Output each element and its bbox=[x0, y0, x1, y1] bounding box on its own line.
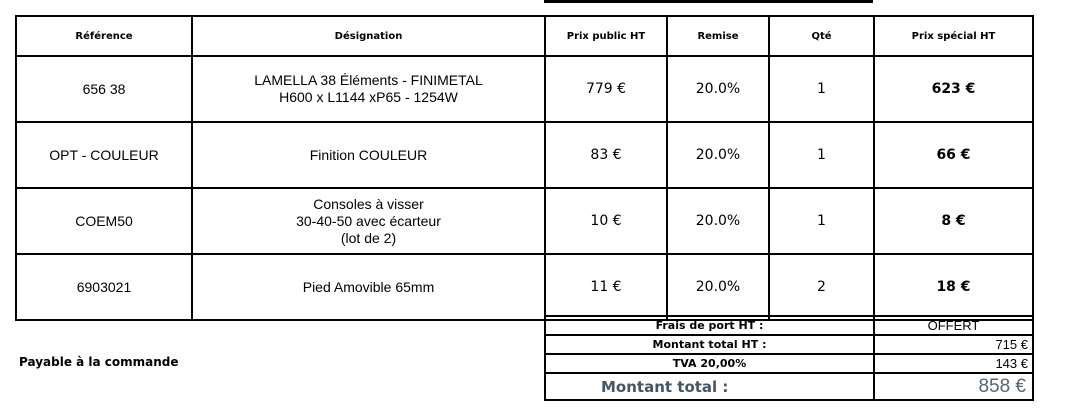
table-row bbox=[16, 56, 1033, 122]
cell-reference: 656 38 bbox=[16, 56, 192, 122]
cell-remise: 20.0% bbox=[667, 122, 769, 188]
designation-line: Pied Amovible 65mm bbox=[302, 278, 435, 295]
items-table bbox=[15, 15, 1034, 321]
cell-prix-public: 83 € bbox=[545, 122, 667, 188]
cell-prix-special: 8 € bbox=[874, 188, 1033, 254]
cell-prix-special: 18 € bbox=[874, 254, 1033, 320]
cell-remise: 20.0% bbox=[667, 56, 769, 122]
header-qte: Qté bbox=[769, 16, 874, 56]
designation-line: H600 x L1144 xP65 - 1254W bbox=[279, 89, 458, 105]
header-reference: Référence bbox=[16, 16, 192, 56]
totals-table bbox=[544, 315, 1034, 401]
designation-line: Finition COULEUR bbox=[309, 146, 428, 163]
cell-reference: 6903021 bbox=[16, 254, 192, 320]
cell-reference: OPT - COULEUR bbox=[16, 122, 192, 188]
header-prix-special: Prix spécial HT bbox=[874, 16, 1033, 56]
cell-remise: 20.0% bbox=[667, 254, 769, 320]
cell-designation bbox=[192, 254, 545, 320]
cell-prix-public: 11 € bbox=[545, 254, 667, 320]
cell-qte: 1 bbox=[769, 56, 874, 122]
table-row bbox=[16, 254, 1033, 320]
montant-ht-label: Montant total HT : bbox=[545, 335, 874, 354]
header-designation: Désignation bbox=[192, 16, 545, 56]
designation-line: Consoles à visser bbox=[313, 195, 424, 212]
table-row bbox=[16, 122, 1033, 188]
cell-qte: 1 bbox=[769, 188, 874, 254]
cell-prix-public: 10 € bbox=[545, 188, 667, 254]
totals-row-montant-ht bbox=[545, 335, 1033, 354]
montant-ht-value: 715 € bbox=[874, 335, 1033, 354]
designation-line: (lot de 2) bbox=[340, 229, 397, 246]
table-header-row bbox=[16, 16, 1033, 56]
totals-row-frais bbox=[545, 316, 1033, 335]
cell-designation bbox=[192, 56, 545, 122]
header-remise: Remise bbox=[667, 16, 769, 56]
grand-total-label: Montant total : bbox=[545, 373, 874, 400]
top-divider bbox=[544, 0, 873, 3]
cell-designation bbox=[192, 122, 545, 188]
cell-prix-public: 779 € bbox=[545, 56, 667, 122]
table-row bbox=[16, 188, 1033, 254]
frais-label: Frais de port HT : bbox=[545, 316, 874, 335]
totals-row-grand-total bbox=[545, 373, 1033, 400]
cell-prix-special: 623 € bbox=[874, 56, 1033, 122]
designation-line: 30-40-50 avec écarteur bbox=[296, 212, 441, 229]
frais-value: OFFERT bbox=[874, 316, 1033, 335]
cell-qte: 1 bbox=[769, 122, 874, 188]
cell-prix-special: 66 € bbox=[874, 122, 1033, 188]
tva-value: 143 € bbox=[874, 354, 1033, 373]
grand-total-value: 858 € bbox=[874, 373, 1033, 400]
header-prix-public: Prix public HT bbox=[545, 16, 667, 56]
tva-label: TVA 20,00% bbox=[545, 354, 874, 373]
designation-line: LAMELLA 38 Éléments - FINIMETAL bbox=[254, 72, 483, 88]
cell-qte: 2 bbox=[769, 254, 874, 320]
cell-remise: 20.0% bbox=[667, 188, 769, 254]
totals-row-tva bbox=[545, 354, 1033, 373]
cell-designation bbox=[192, 188, 545, 254]
cell-reference: COEM50 bbox=[16, 188, 192, 254]
payable-note: Payable à la commande bbox=[19, 355, 179, 369]
